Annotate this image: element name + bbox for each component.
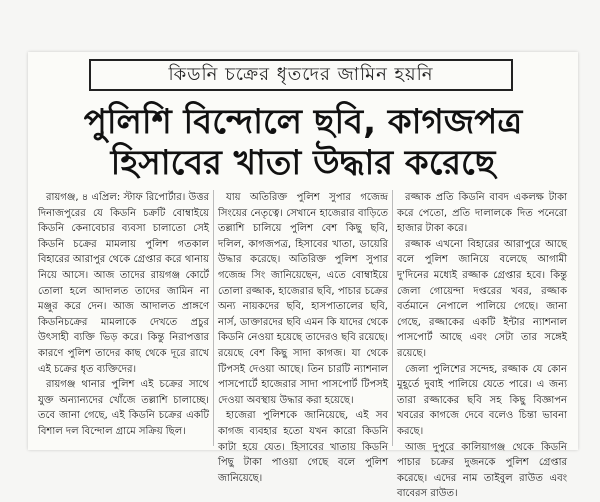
column-1 [34, 190, 213, 446]
column-3 [392, 190, 571, 500]
paragraph: হাজেরা পুলিশকে জানিয়েছে, এই সব কাগজ ব্যবহার হতো যখন কারো কিডনি কাটা হয়ে যেত। হিসাবের খাতায় কিডনি পিছু টাকা পাওয়া গেছে বলে পুলিশ জানিয়েছে। [218, 410, 388, 484]
paragraph: আজ দুপুরে কালিয়াগঞ্জ থেকে কিডনি পাচার চক্রের দুজনকে পুলিশ গ্রেপ্তার করেছে। এদের নাম তাইবুল রাউত এবং বাবেরস রাউত। [397, 441, 567, 500]
article-body [34, 190, 572, 500]
headline-line-2: হিসাবের খাতা উদ্ধার করেছে [110, 143, 496, 183]
paragraph: রায়গঞ্জ থানার পুলিশ এই চক্রের সাথে যুক্ত অন্যান্যদের খোঁজে তল্লাশি চালাচ্ছে। তবে জানা গেছে, এই কিডনি চক্রের একটি বিশাল দল বিন্দোল গ্রামে সক্রিয় ছিল। [38, 379, 209, 437]
column-2 [213, 190, 392, 484]
kicker-box [89, 59, 513, 91]
headline-line-1: পুলিশি বিন্দোলে ছবি, কাগজপত্র [83, 102, 523, 142]
kicker: কিডনি চক্রের ধৃতদের জামিন হয়নি [168, 63, 434, 85]
paragraph: রায়গঞ্জ, ৪ এপ্রিল: স্টাফ রিপোর্টার। উত্তর দিনাজপুরের যে কিডনি চক্রটি বোম্বাইয়ে কিডনি কেনাবেচার ব্যবসা চালাতো সেই কিডনি চক্রের মামলায় পুলিশ গতকাল বিহারের আরাপুর থেকে গ্রেপ্তার করে থানায় নিয়ে আসে। আজ তাদের রায়গঞ্জ কোর্টে তোলা হলে আদালত তাদের জামিন না মঞ্জুর করে দেন। আজ আদালত প্রাঙ্গণে কিডনিচক্রের মামলাকে দেখতে প্রচুর উৎসাহী ব্যক্তি ভিড় করে। কিন্তু নিরাপত্তার কারণে পুলিশ তাদের কাছ থেকে দূরে রাখে এই চক্রের ধৃত ব্যক্তিদের। [38, 192, 209, 375]
paragraph: যায় অতিরিক্ত পুলিশ সুপার গজেন্দ্র সিংয়ের নেতৃত্বে। সেখানে হাজেরার বাড়িতে তল্লাশি চালিয়ে পুলিশ বেশ কিছু ছবি, দলিল, কাগজপত্র, হিসাবের খাতা, ডায়েরি উদ্ধার করেছে। অতিরিক্ত পুলিশ সুপার গজেন্দ্র সিং জানিয়েছেন, এতে বোম্বাইয়ে তোলা রজ্জাক, হাজেরার ছবি, পাচার চক্রের অন্য নায়কদের ছবি, হাসপাতালের ছবি, নার্স, ডাক্তারদের ছবি এমন কি যাদের থেকে কিডনি নেওয়া হয়েছে তাদেরও ছবি রয়েছে। রয়েছে বেশ কিছু সাদা কাগজ। যা থেকে টিপসই দেওয়া আছে। তিন চারটি ন্যাশনাল পাসপোর্টে হাজেরার সাদা পাসপোর্ট টিপসই দেওয়া অবস্থায় উদ্ধার করা হয়েছে। [218, 192, 388, 406]
paragraph: রজ্জাক প্রতি কিডনি বাবদ একলক্ষ টাকা করে পেতো, প্রতি দালালকে দিত পনেরো হাজার টাকা করে। [397, 192, 567, 235]
paragraph: জেলা পুলিশের সন্দেহ, রজ্জাক যে কোন মুহূর্তে দুবাই পালিয়ে যেতে পারে। এ জন্য তারা রজ্জাকের ছবি সহ কিছু বিজ্ঞাপন খবরের কাগজে দেবে বলেও চিন্তা ভাবনা করছে। [397, 363, 567, 437]
newspaper-clipping [28, 52, 578, 500]
paragraph: রজ্জাক এখনো বিহারের আরাপুরে আছে বলে পুলিশ জানিয়ে বলেছে আগামী দু'দিনের মধ্যেই রজ্জাক গ্রেপ্তার হবে। কিন্তু জেলা গোয়েন্দা দপ্তরের খবর, রজ্জাক বর্তমানে নেপালে পালিয়ে গেছে। জানা গেছে, রজ্জাকের একটি ইন্টার ন্যাশনাল পাসপোর্ট আছে এবং সেটা তার সঙ্গেই রয়েছে। [397, 238, 567, 359]
